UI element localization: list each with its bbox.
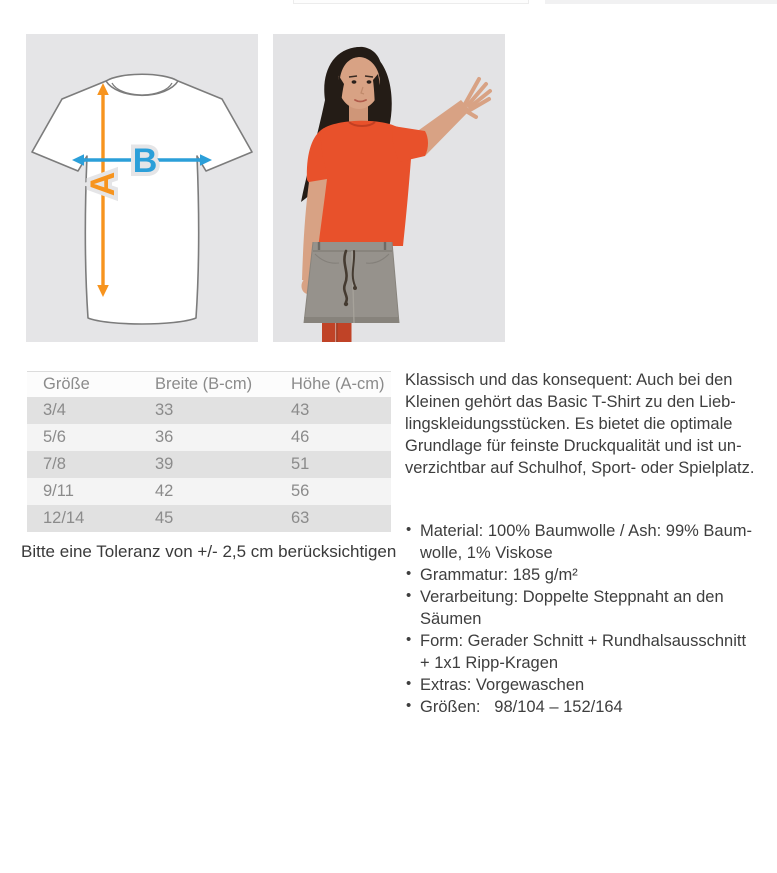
cell-size: 7/8 bbox=[27, 451, 139, 478]
product-info-column bbox=[405, 369, 770, 718]
table-row bbox=[27, 397, 391, 424]
description-line: Grundlage für feinste Druckqualität und ist un- bbox=[405, 437, 742, 455]
cell-breite: 33 bbox=[139, 397, 275, 424]
feature-line: • Verarbeitung: Doppelte Steppnaht an den bbox=[420, 588, 724, 606]
col-header-breite: Breite (B-cm) bbox=[139, 372, 275, 398]
denim-skirt bbox=[304, 242, 399, 323]
cell-breite: 39 bbox=[139, 451, 275, 478]
feature-item-groessen bbox=[405, 696, 770, 718]
description-line: lingskleidungsstücken. Es bietet die optimale bbox=[405, 415, 733, 433]
tshirt-measure-diagram bbox=[26, 34, 258, 342]
measure-label-b: B bbox=[132, 142, 158, 180]
feature-item-grammatur bbox=[405, 564, 770, 586]
tshirt-outline-drawing bbox=[32, 74, 252, 324]
cell-breite: 36 bbox=[139, 424, 275, 451]
feature-item-extras bbox=[405, 674, 770, 696]
top-edge-fragment-right bbox=[545, 0, 777, 4]
cell-breite: 42 bbox=[139, 478, 275, 505]
tolerance-note: Bitte eine Toleranz von +/- 2,5 cm berücksichtigen bbox=[21, 542, 397, 561]
feature-item-verarbeitung bbox=[405, 586, 770, 630]
cell-hoehe: 51 bbox=[275, 451, 391, 478]
top-edge-fragment-left bbox=[293, 0, 529, 4]
cell-size: 3/4 bbox=[27, 397, 139, 424]
size-diagram-panel bbox=[26, 34, 258, 342]
feature-line: • Größen: 98/104 – 152/164 bbox=[420, 698, 623, 716]
cell-hoehe: 46 bbox=[275, 424, 391, 451]
cell-breite: 45 bbox=[139, 505, 275, 532]
measure-label-a: A bbox=[84, 171, 122, 197]
feature-line: Säumen bbox=[420, 610, 482, 628]
table-row bbox=[27, 478, 391, 505]
cell-size: 5/6 bbox=[27, 424, 139, 451]
description-line: verzichtbar auf Schulhof, Sport- oder Spielplatz. bbox=[405, 459, 755, 477]
feature-line: • Form: Gerader Schnitt + Rundhalsausschnitt bbox=[420, 632, 747, 650]
product-description bbox=[405, 369, 770, 479]
cell-hoehe: 43 bbox=[275, 397, 391, 424]
description-line: Klassisch und das konsequent: Auch bei den bbox=[405, 371, 733, 389]
feature-line: • Grammatur: 185 g/m² bbox=[420, 566, 578, 584]
feature-item-material bbox=[405, 520, 770, 564]
col-header-hoehe: Höhe (A-cm) bbox=[275, 372, 391, 398]
table-row bbox=[27, 424, 391, 451]
cell-hoehe: 63 bbox=[275, 505, 391, 532]
feature-line: + 1x1 Ripp-Kragen bbox=[420, 654, 559, 672]
feature-list bbox=[405, 520, 770, 718]
feature-item-form bbox=[405, 630, 770, 674]
cell-size: 12/14 bbox=[27, 505, 139, 532]
child-model-illustration bbox=[273, 34, 505, 342]
description-line: Kleinen gehört das Basic T-Shirt zu den Lieb- bbox=[405, 393, 736, 411]
tights-legs bbox=[322, 323, 352, 342]
feature-line: • Extras: Vorgewaschen bbox=[420, 676, 585, 694]
table-row bbox=[27, 451, 391, 478]
col-header-groesse: Größe bbox=[27, 372, 139, 398]
cell-size: 9/11 bbox=[27, 478, 139, 505]
feature-line: wolle, 1% Viskose bbox=[420, 544, 553, 562]
cell-hoehe: 56 bbox=[275, 478, 391, 505]
model-photo-panel bbox=[273, 34, 505, 342]
size-table-header-row bbox=[27, 372, 391, 398]
feature-line: • Material: 100% Baumwolle / Ash: 99% Baum- bbox=[420, 522, 752, 540]
table-row bbox=[27, 505, 391, 532]
size-table bbox=[27, 371, 391, 532]
